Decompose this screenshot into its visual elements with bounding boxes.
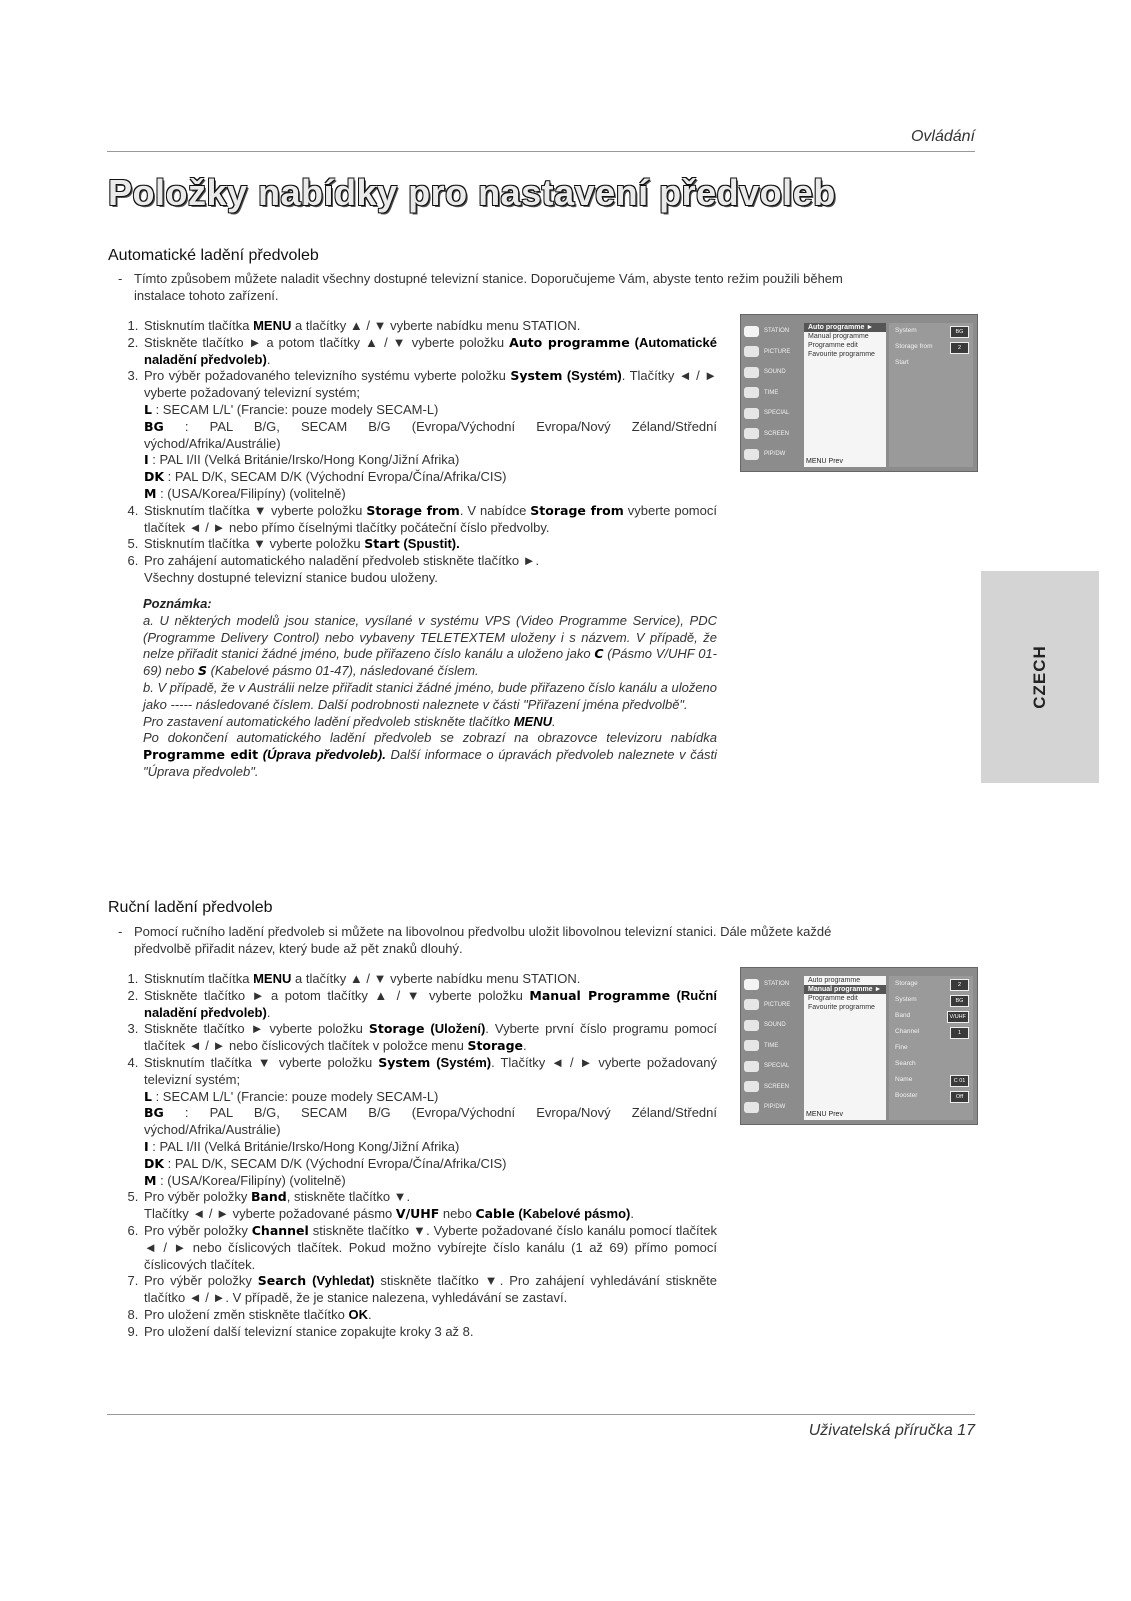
osd-option: Favourite programme <box>808 351 875 358</box>
osd-menu-label: SPECIAL <box>764 410 790 417</box>
auto-heading: Automatické ladění předvoleb <box>108 247 319 264</box>
language-tab-label: CZECH <box>1030 645 1049 709</box>
osd-picture-icon <box>744 999 759 1010</box>
osd-menu-label: PICTURE <box>764 348 791 355</box>
osd-setting-row <box>889 1024 973 1040</box>
note-end: Po dokončení automatického ladění předvoleb se zobrazí na obrazovce televizoru nabídka Programme edit (Úprava předvoleb). Další informace o úpravách předvoleb naleznete v části "Úprava předvoleb". <box>143 730 718 779</box>
osd-setting-value: C 01 <box>950 1075 969 1087</box>
osd-option: Programme edit <box>808 342 858 349</box>
system-line: BG : PAL B/G, SECAM B/G (Evropa/Východní Evropa/Nový Zéland/Střední východ/Afrika/Austrálie) <box>144 1105 717 1138</box>
manual-step-4: 4. Stisknutím tlačítka ▼ vyberte položku System (Systém). Tlačítky ◄ / ► vyberte požadovaný televizní systém; L : SECAM L/L' (Francie: pouze modely SECAM-L) BG : PAL B/G, SECAM B/G (Evropa/Východní Evropa/Nový Zéland/Střední východ/Afrika/Austrálie) I : PAL I/II (Velká Británie/Irsko/Hong Kong/Jižní Afrika) DK : PAL D/K, SECAM D/K (Východní Evropa/Čína/Afrika/CIS) M : (USA/Korea/Filipíny) (volitelně) <box>142 1055 717 1189</box>
osd-menu-label: PIP/DW <box>764 1104 786 1111</box>
system-line: I : PAL I/II (Velká Británie/Irsko/Hong Kong/Jižní Afrika) <box>144 452 460 468</box>
osd-setting-row <box>889 339 973 355</box>
osd-sound-icon <box>744 367 759 378</box>
osd-auto-programme <box>740 314 978 472</box>
osd-setting-value: BG <box>950 326 969 338</box>
osd-screen-icon <box>744 1081 759 1092</box>
system-line: DK : PAL D/K, SECAM D/K (Východní Evropa/Čína/Afrika/CIS) <box>144 469 507 485</box>
note-b: b. V případě, že v Austrálii nelze přiřadit stanici žádné jméno, bude přiřazeno číslo kanálu a uloženo jako ----- následované číslem. Další podrobnosti naleznete v části "Přiřazení jména předvolbě". <box>143 679 718 712</box>
osd-menu-label: STATION <box>764 981 790 988</box>
osd-setting-value: BG <box>950 995 969 1007</box>
system-line: DK : PAL D/K, SECAM D/K (Východní Evropa/Čína/Afrika/CIS) <box>144 1155 507 1171</box>
osd-menu-item-special <box>744 403 799 424</box>
osd-setting-value: 1 <box>950 1027 969 1039</box>
osd-menu-item-picture <box>744 995 799 1016</box>
system-line: M : (USA/Korea/Filipíny) (volitelně) <box>144 1172 346 1188</box>
osd-menu-item-station <box>744 974 799 995</box>
osd-setting-row <box>889 323 973 339</box>
osd-menu-label: SCREEN <box>764 430 790 437</box>
osd-right-panel <box>889 976 973 1120</box>
system-line: BG : PAL B/G, SECAM B/G (Evropa/Východní Evropa/Nový Zéland/Střední východ/Afrika/Austrálie) <box>144 418 717 451</box>
language-tab <box>981 571 1099 783</box>
osd-menu-label: SOUND <box>764 369 786 376</box>
bullet-dash: - <box>118 924 123 939</box>
auto-step-4: 4. Stisknutím tlačítka ▼ vyberte položku Storage from. V nabídce Storage from vyberte pomocí tlačítek ◄ / ► nebo přímo číselnými tlačítky počáteční číslo předvolby. <box>142 503 717 537</box>
osd-left-menu <box>744 321 799 465</box>
manual-step-1: 1. Stisknutím tlačítka MENU a tlačítky ▲ / ▼ vyberte nabídku menu STATION. <box>142 971 717 988</box>
osd-setting-row <box>889 355 973 371</box>
osd-option: Programme edit <box>808 995 858 1002</box>
osd-setting-row <box>889 992 973 1008</box>
bullet-dash: - <box>118 271 123 286</box>
osd-screen-icon <box>744 428 759 439</box>
osd-left-menu <box>744 974 799 1118</box>
osd-setting-label: Booster <box>895 1092 918 1099</box>
manual-step-2: 2. Stiskněte tlačítko ► a potom tlačítky ▲ / ▼ vyberte položku Manual Programme (Ruční naladění předvoleb). <box>142 988 717 1022</box>
osd-menu-label: STATION <box>764 328 790 335</box>
manual-step-7: 7. Pro výběr položky Search (Vyhledat) stiskněte tlačítko ▼. Pro zahájení vyhledávání stiskněte tlačítko ◄ / ►. V případě, že je stanice nalezena, vyhledávání se zastaví. <box>142 1273 717 1307</box>
osd-menu-item-special <box>744 1056 799 1077</box>
osd-setting-value: 2 <box>950 979 969 991</box>
manual-steps <box>122 971 717 1341</box>
osd-setting-label: Name <box>895 1076 913 1083</box>
osd-menu-item-time <box>744 1036 799 1057</box>
osd-option: Auto programme ► <box>804 323 886 332</box>
osd-pipdw-icon <box>744 1102 759 1113</box>
osd-menu-label: TIME <box>764 1042 779 1049</box>
manual-intro-text: Pomocí ručního ladění předvoleb si můžete na libovolnou předvolbu uložit libovolnou televizní stanici. Dále můžete každé předvolbě přiřadit název, který bude až pět znaků dlouhý. <box>134 924 832 956</box>
osd-setting-label: System <box>895 327 917 334</box>
osd-setting-value: V/UHF <box>947 1011 970 1023</box>
osd-station-icon <box>744 979 759 990</box>
auto-step-6: 6. Pro zahájení automatického naladění předvoleb stiskněte tlačítko ►. Všechny dostupné televizní stanice budou uloženy. <box>142 553 717 587</box>
osd-sound-icon <box>744 1020 759 1031</box>
osd-special-icon <box>744 1061 759 1072</box>
osd-menu-label: PICTURE <box>764 1001 791 1008</box>
auto-note <box>143 596 717 781</box>
osd-menu-item-sound <box>744 1015 799 1036</box>
osd-setting-row <box>889 1072 973 1088</box>
osd-setting-row <box>889 1088 973 1104</box>
osd-setting-label: Start <box>895 359 909 366</box>
system-line: L : SECAM L/L' (Francie: pouze modely SECAM-L) <box>144 1088 439 1104</box>
auto-steps <box>122 318 717 587</box>
osd-menu-item-station <box>744 321 799 342</box>
system-line: M : (USA/Korea/Filipíny) (volitelně) <box>144 485 346 501</box>
osd-station-icon <box>744 326 759 337</box>
osd-setting-label: Storage <box>895 980 918 987</box>
osd-option: Favourite programme <box>808 1004 875 1011</box>
osd-time-icon <box>744 387 759 398</box>
osd-setting-label: Band <box>895 1012 911 1019</box>
osd-option: Manual programme ► <box>804 985 886 994</box>
osd-setting-row <box>889 1008 973 1024</box>
osd-setting-row <box>889 1056 973 1072</box>
manual-step-3: 3. Stiskněte tlačítko ► vyberte položku Storage (Uložení). Vyberte první číslo programu pomocí tlačítek ◄ / ► nebo číslicových tlačítek v položce menu Storage. <box>142 1021 717 1055</box>
system-line: I : PAL I/II (Velká Británie/Irsko/Hong Kong/Jižní Afrika) <box>144 1138 460 1154</box>
osd-menu-item-pipdw <box>744 444 799 465</box>
osd-option: Auto programme <box>808 977 861 984</box>
osd-menu-label: SPECIAL <box>764 1063 790 1070</box>
osd-mid-menu <box>804 976 886 1120</box>
osd-setting-label: System <box>895 996 917 1003</box>
osd-picture-icon <box>744 346 759 357</box>
osd-menu-item-sound <box>744 362 799 383</box>
footer-rule <box>107 1414 975 1415</box>
footer-text: Uživatelská příručka 17 <box>808 1422 975 1439</box>
osd-setting-label: Search <box>895 1060 916 1067</box>
osd-menu-item-screen <box>744 424 799 445</box>
osd-option: Manual programme <box>808 333 869 340</box>
osd-menu-item-picture <box>744 342 799 363</box>
osd-manual-programme <box>740 967 978 1125</box>
osd-setting-row <box>889 976 973 992</box>
osd-menu-label: SCREEN <box>764 1083 790 1090</box>
auto-step-1: 1. Stisknutím tlačítka MENU a tlačítky ▲ / ▼ vyberte nabídku menu STATION. <box>142 318 717 335</box>
note-a: a. U některých modelů jsou stanice, vysílané v systému VPS (Video Programme Service), PDC (Programme Delivery Control) nebo vybaveny TELETEXTEM uloženy i s názvem. V případě, že nelze přiřadit stanici žádné jméno, bude přiřazeno číslo kanálu a uloženo jako C (Pásmo V/UHF 01-69) nebo S (Kabelové pásmo 01-47), následované číslem. <box>143 612 717 679</box>
auto-intro-text: Tímto způsobem můžete naladit všechny dostupné televizní stanice. Doporučujeme Vám, abyste tento režim použili během instalace tohoto zařízení. <box>134 271 843 303</box>
osd-setting-row <box>889 1040 973 1056</box>
manual-heading: Ruční ladění předvoleb <box>108 899 273 916</box>
osd-menu-item-time <box>744 383 799 404</box>
osd-setting-label: Storage from <box>895 343 933 350</box>
auto-intro <box>118 270 888 304</box>
osd-setting-label: Channel <box>895 1028 920 1035</box>
section-header: Ovládání <box>910 128 975 145</box>
page-title: Položky nabídky pro nastavení předvoleb <box>108 172 836 213</box>
osd-right-panel <box>889 323 973 467</box>
osd-menu-label: TIME <box>764 389 779 396</box>
osd-setting-label: Fine <box>895 1044 908 1051</box>
osd-menu-item-screen <box>744 1077 799 1098</box>
manual-step-5: 5. Pro výběr položky Band, stiskněte tlačítko ▼. Tlačítky ◄ / ► vyberte požadované pásmo V/UHF nebo Cable (Kabelové pásmo). <box>142 1189 717 1223</box>
note-stop: Pro zastavení automatického ladění předvoleb stiskněte tlačítko MENU. <box>143 713 556 729</box>
manual-step-6: 6. Pro výběr položky Channel stiskněte tlačítko ▼. Vyberte požadované číslo kanálu pomocí tlačítek ◄ / ► nebo číslicových tlačítek. Pokud možno vybírejte číslo kanálu (1 až 69) přímo pomocí číslicových tlačítek. <box>142 1223 717 1273</box>
osd-menu-item-pipdw <box>744 1097 799 1118</box>
osd-setting-value: Off <box>950 1091 969 1103</box>
osd-pipdw-icon <box>744 449 759 460</box>
manual-step-8: 8. Pro uložení změn stiskněte tlačítko OK. <box>142 1307 717 1324</box>
osd-menu-label: PIP/DW <box>764 451 786 458</box>
auto-step-3: 3. Pro výběr požadovaného televizního systému vyberte položku System (Systém). Tlačítky ◄ / ► vyberte požadovaný televizní systém; L : SECAM L/L' (Francie: pouze modely SECAM-L) BG : PAL B/G, SECAM B/G (Evropa/Východní Evropa/Nový Zéland/Střední východ/Afrika/Austrálie) I : PAL I/II (Velká Británie/Irsko/Hong Kong/Jižní Afrika) DK : PAL D/K, SECAM D/K (Východní Evropa/Čína/Afrika/CIS) M : (USA/Korea/Filipíny) (volitelně) <box>142 368 717 502</box>
osd-menu-label: SOUND <box>764 1022 786 1029</box>
osd-menu-prev: MENU Prev <box>806 1111 843 1118</box>
osd-setting-value: 2 <box>950 342 969 354</box>
note-title: Poznámka: <box>143 596 212 611</box>
manual-step-9: 9. Pro uložení další televizní stanice zopakujte kroky 3 až 8. <box>142 1324 717 1341</box>
system-line: L : SECAM L/L' (Francie: pouze modely SECAM-L) <box>144 401 439 417</box>
auto-step-2: 2. Stiskněte tlačítko ► a potom tlačítky ▲ / ▼ vyberte položku Auto programme (Automatické naladění předvoleb). <box>142 335 717 369</box>
osd-mid-menu <box>804 323 886 467</box>
osd-time-icon <box>744 1040 759 1051</box>
osd-menu-prev: MENU Prev <box>806 458 843 465</box>
header-rule <box>107 151 975 152</box>
auto-step-5: 5. Stisknutím tlačítka ▼ vyberte položku Start (Spustit). <box>142 536 717 553</box>
osd-special-icon <box>744 408 759 419</box>
manual-intro <box>118 923 888 957</box>
